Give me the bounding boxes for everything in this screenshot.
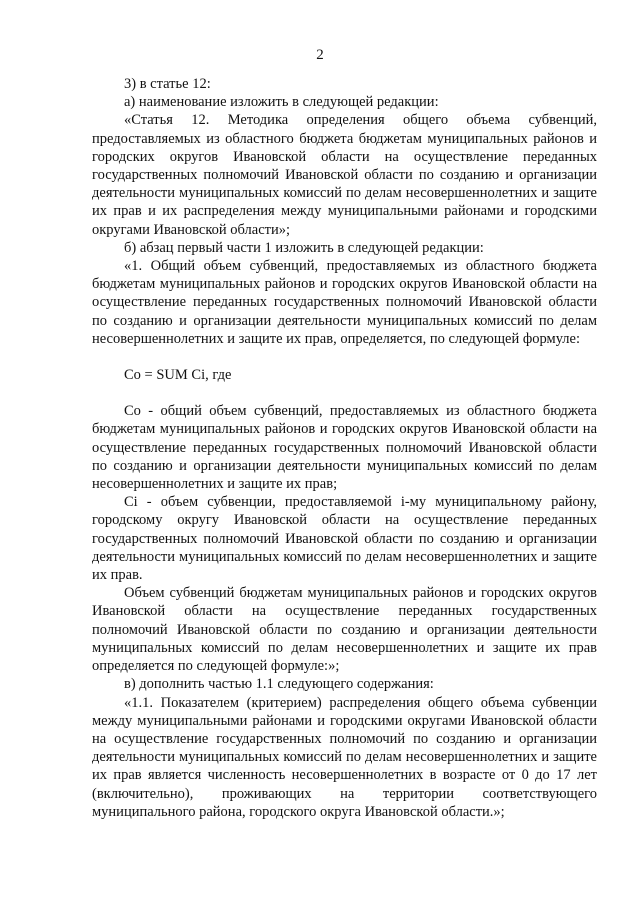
page-number: 2 [316,47,324,63]
subvention-volume-paragraph: Объем субвенций бюджетам муниципальных районов и городских округов Ивановской области на осуществление переданных государственных полномочий Ивановской области по созданию и организации деятельности муниципальных комиссий по делам несовершеннолетних и защите их прав определяется по следующей формуле:»; [92,585,597,675]
article-12-new-title: «Статья 12. Методика определения общего объема субвенций, предоставляемых из областного бюджета бюджетам муниципальных районов и городских округов Ивановской области на осуществление переданных государственных полномочий Ивановской области по созданию и организации деятельности муниципальных комиссий по делам несовершеннолетних и защите их прав и их распределения между муниципальными районами и городскими округами Ивановской области»; [92,112,597,238]
item-v-intro: в) дополнить частью 1.1 следующего содержания: [124,676,434,693]
co-definition: Co - общий объем субвенций, предоставляемых из областного бюджета бюджетам муниципальных районов и городских округов Ивановской области на осуществление переданных государственных полномочий Ивановской области по созданию и организации деятельности муниципальных комиссий по делам несовершеннолетних и защите их прав; [92,403,597,493]
article-12-intro: 3) в статье 12: [124,76,211,92]
item-a-intro: а) наименование изложить в следующей редакции: [124,94,439,111]
formula-line: Co = SUM Ci, где [124,367,232,384]
part-1-1-paragraph: «1.1. Показателем (критерием) распределения общего объема субвенции между муниципальными районами и городскими округами Ивановской области на осуществление государственных полномочий по созданию и организации деятельности муниципальных комиссий по делам несовершеннолетних и защите их прав является численность несовершеннолетних в возрасте от 0 до 17 лет (включительно), проживающих на территории соответствующего муниципального района, городского округа Ивановской области.»; [92,694,597,820]
ci-definition: Ci - объем субвенции, предоставляемой i-му муниципальному району, городскому округу Ивановской области на осуществление переданных государственных полномочий Ивановской области по созданию и организации деятельности муниципальных комиссий по делам несовершеннолетних и защите их прав. [92,494,597,584]
document-body [92,75,597,821]
item-b-intro: б) абзац первый части 1 изложить в следующей редакции: [124,239,484,256]
part-1-paragraph: «1. Общий объем субвенций, предоставляемых из областного бюджета бюджетам муниципальных районов и городских округов Ивановской области на осуществление переданных государственных полномочий Ивановской области по созданию и организации деятельности муниципальных комиссий по делам несовершеннолетних и защите их прав, определяется, по следующей формуле: [92,258,597,347]
